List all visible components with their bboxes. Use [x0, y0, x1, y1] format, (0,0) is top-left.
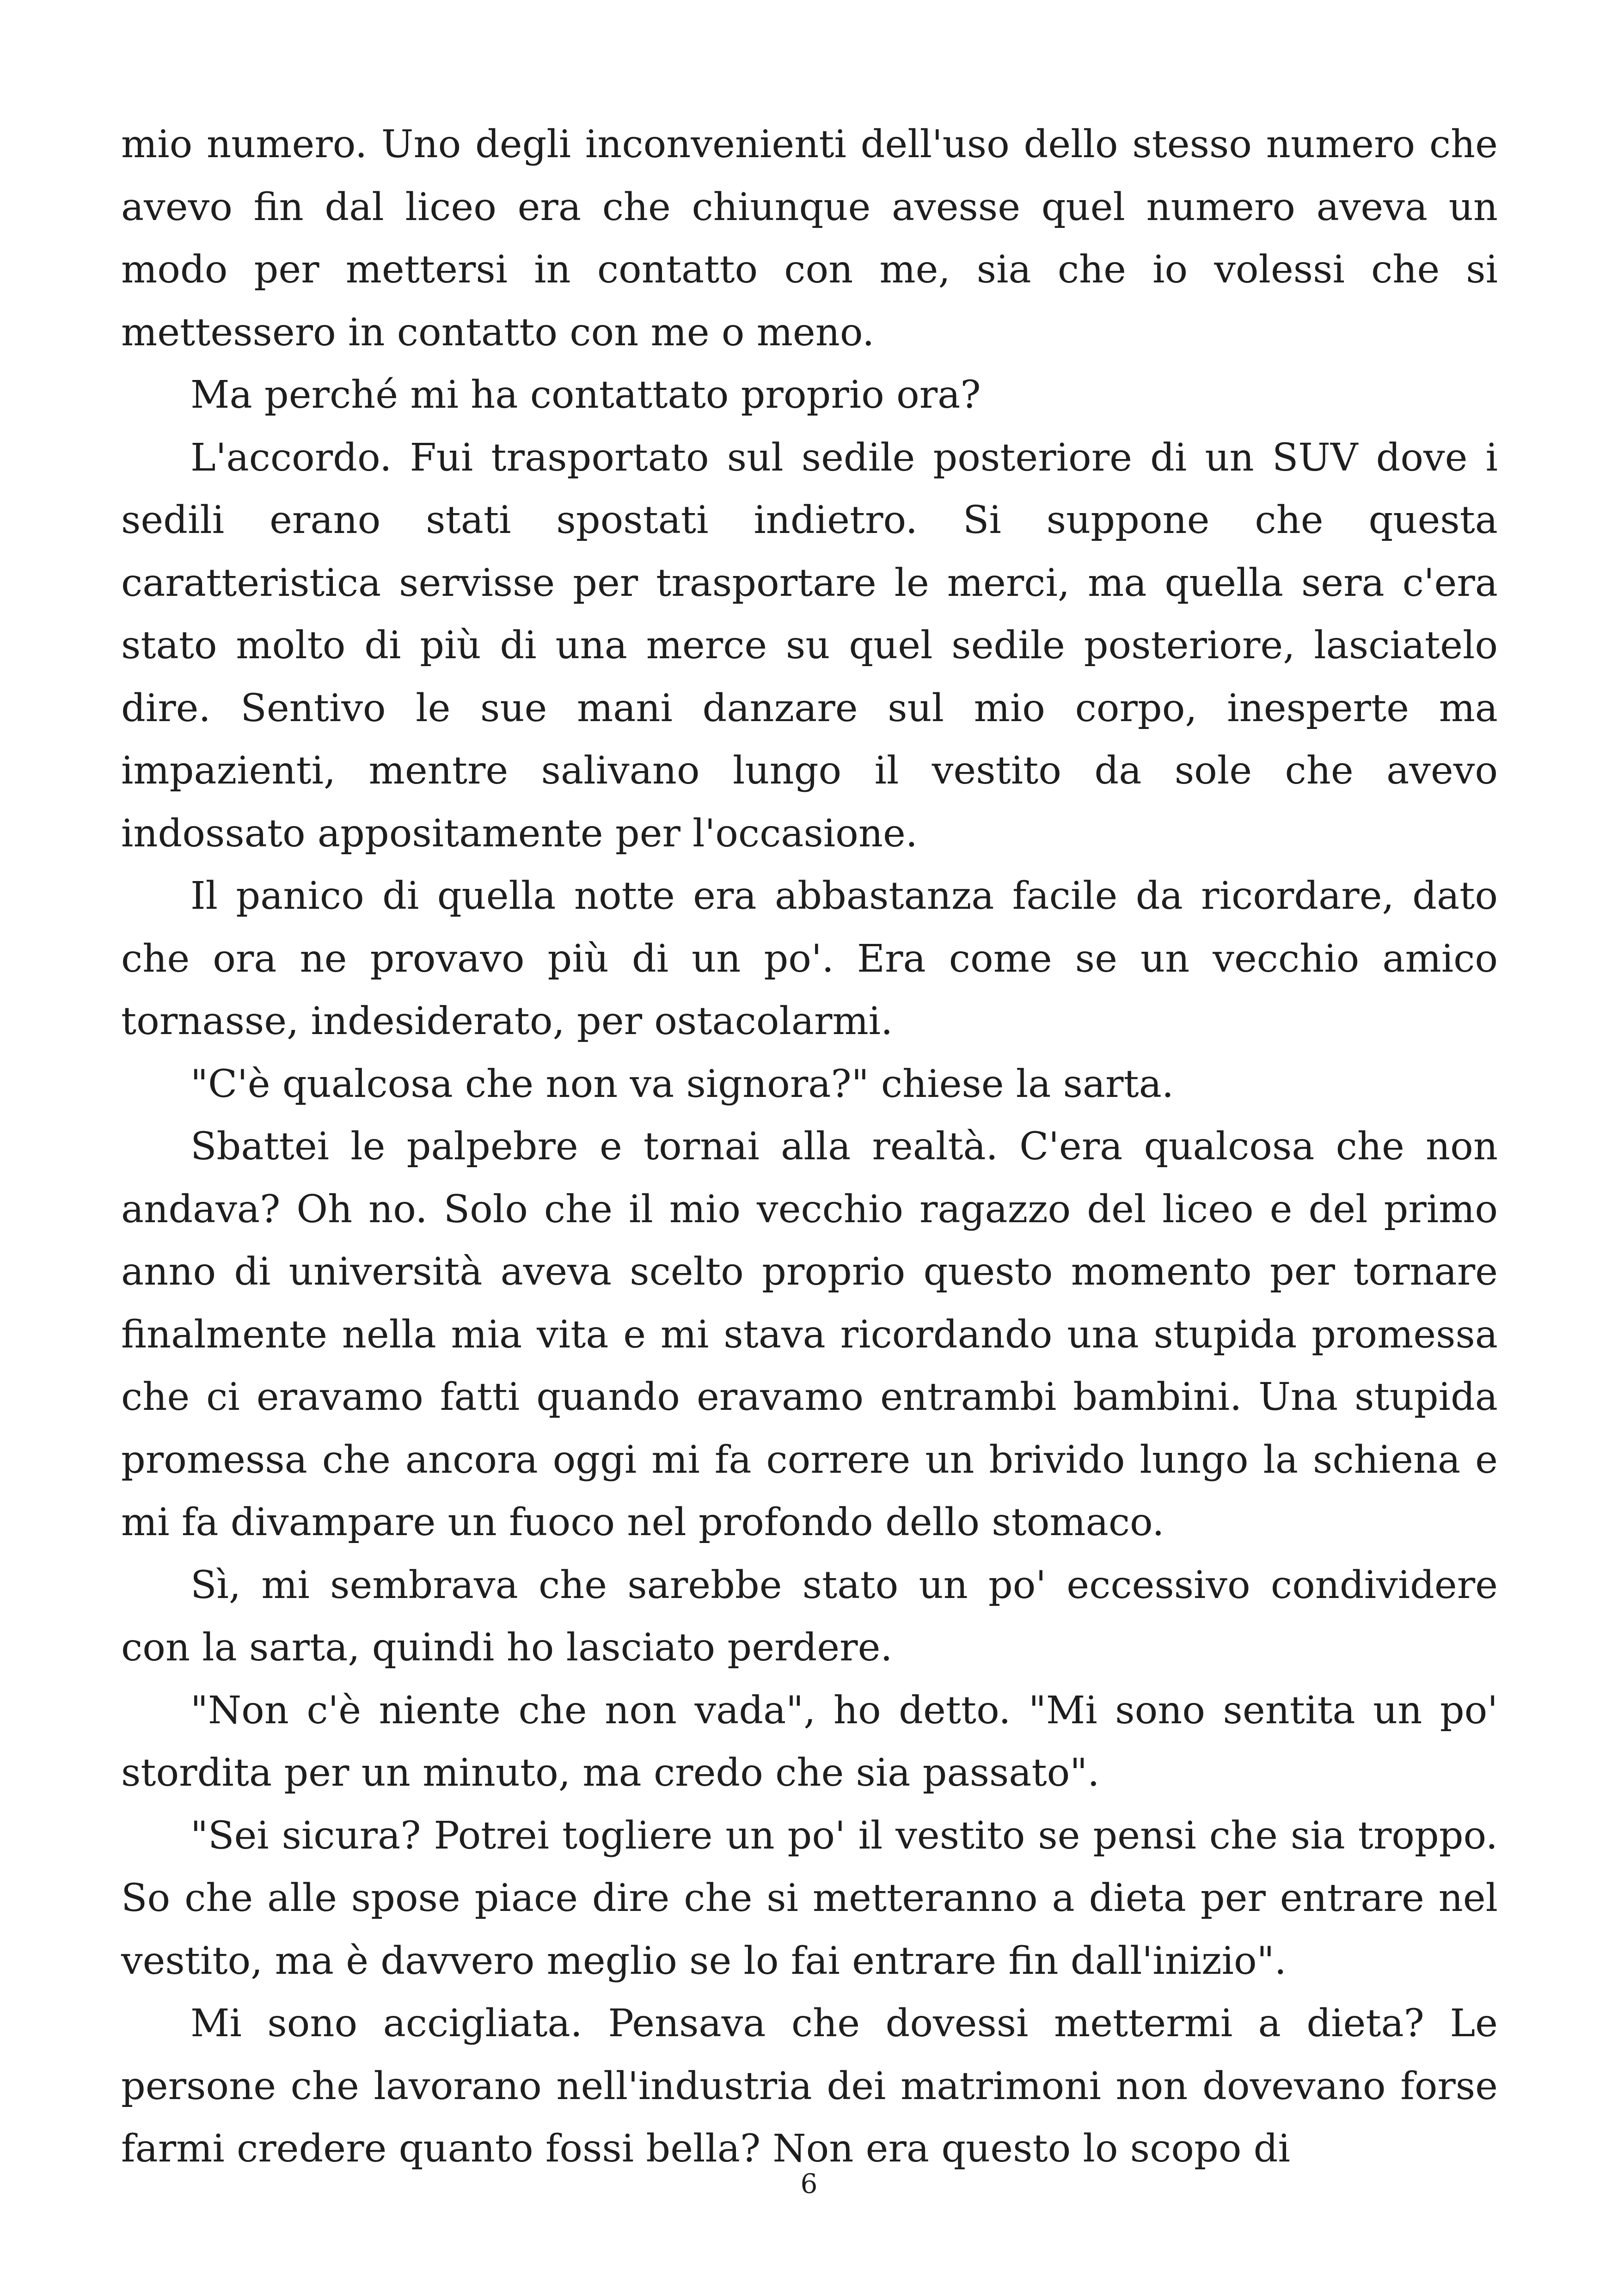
paragraph: Ma perché mi ha contattato proprio ora? — [190, 373, 981, 417]
paragraph: Sbattei le palpebre e tornai alla realtà. C'era qualcosa che non andava? Oh no. Solo che il mio vecchio ragazzo del liceo e del primo anno di università aveva scelto proprio questo momento per tornare finalmente nella mia vita e mi stava ricordando una stupida promessa che ci eravamo fatti quando eravamo entrambi bambini. Una stupida promessa che ancora oggi mi fa correre un brivido lungo la schiena e mi fa divampare un fuoco nel profondo dello stomaco. — [121, 1124, 1498, 1544]
paragraph: Sì, mi sembrava che sarebbe stato un po' eccessivo condividere con la sarta, quindi ho lasciato perdere. — [121, 1562, 1498, 1670]
paragraph: "Sei sicura? Potrei togliere un po' il vestito se pensi che sia troppo. So che alle spose piace dire che si metteranno a dieta per entrare nel vestito, ma è davvero meglio se lo fai entrare fin dall'inizio". — [121, 1813, 1498, 1983]
paragraph: "Non c'è niente che non vada", ho detto. "Mi sono sentita un po' stordita per un minuto, ma credo che sia passato". — [121, 1688, 1498, 1795]
paragraph: Mi sono accigliata. Pensava che dovessi mettermi a dieta? Le persone che lavorano nell'industria dei matrimoni non dovevano forse farmi credere quanto fossi bella? Non era questo lo scopo di — [121, 2001, 1498, 2171]
paragraph: mio numero. Uno degli inconvenienti dell'uso dello stesso numero che avevo fin dal liceo era che chiunque avesse quel numero aveva un modo per mettersi in contatto con me, sia che io volessi che si mettessero in contatto con me o meno. — [121, 122, 1498, 355]
paragraph: Il panico di quella notte era abbastanza facile da ricordare, dato che ora ne provavo più di un po'. Era come se un vecchio amico tornasse, indesiderato, per ostacolarmi. — [121, 874, 1498, 1043]
page-number: 6 — [800, 2168, 818, 2199]
paragraph: L'accordo. Fui trasportato sul sedile posteriore di un SUV dove i sedili erano stati spostati indietro. Si suppone che questa caratteristica servisse per trasportare le merci, ma quella sera c'era stato molto di più di una merce su quel sedile posteriore, lasciatelo dire. Sentivo le sue mani danzare sul mio corpo, inesperte ma impazienti, mentre salivano lungo il vestito da sole che avevo indossato appositamente per l'occasione. — [121, 435, 1498, 856]
body-text — [121, 113, 1498, 2180]
paragraph: "C'è qualcosa che non va signora?" chiese la sarta. — [190, 1061, 1174, 1106]
